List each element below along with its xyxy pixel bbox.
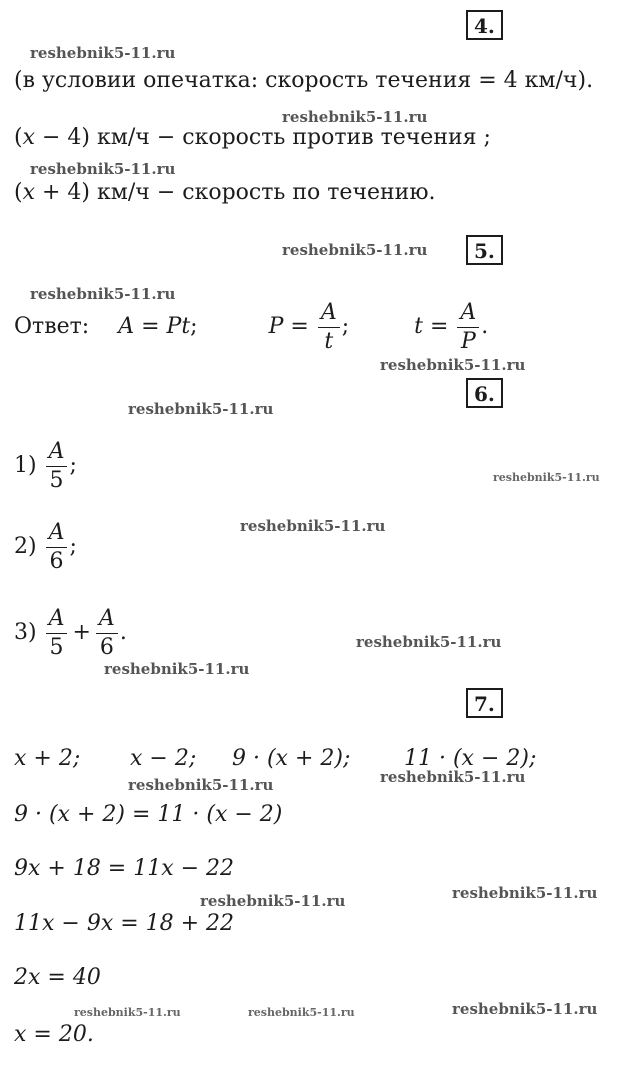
problem-4-downstream-speed [14,180,436,206]
answer-label: Ответ: [14,314,90,339]
watermark: reshebnik5-11.ru [380,356,526,374]
problem-4-note: (в условии опечатка: скорость течения = 4 км/ч). [14,68,594,93]
fraction [96,605,118,662]
problem-4-number: 4. [466,10,503,40]
formula-time-left: t = [414,314,449,339]
problem-7-step-2: 9x + 18 = 11x − 22 [14,856,235,881]
problem-5-number: 5. [466,235,503,265]
numerator: A [46,519,68,548]
denominator: t [324,328,334,354]
problem-7-step-5: x = 20. [14,1022,94,1047]
separator: ; [69,534,77,559]
denominator: P [460,328,476,354]
formula-power-left: P = [268,314,309,339]
separator: ; [69,453,77,478]
item-label: 2) [14,534,37,559]
numerator: A [96,605,118,634]
problem-7-step-3: 11x − 9x = 18 + 22 [14,911,235,936]
watermark: reshebnik5-11.ru [282,108,428,126]
watermark: reshebnik5-11.ru [200,892,346,910]
problem-6-number: 6. [466,378,503,408]
denominator: 5 [49,467,64,493]
numerator: A [46,605,68,634]
numerator: A [457,299,479,328]
item-label: 3) [14,620,37,645]
watermark: reshebnik5-11.ru [128,776,274,794]
fraction-time [457,299,479,356]
expr-tail: + 4) [35,180,98,205]
formula-work: A = Pt [118,314,191,339]
watermark: reshebnik5-11.ru [74,1006,181,1019]
watermark: reshebnik5-11.ru [248,1006,355,1019]
problem-6-item-2 [14,517,77,577]
description: км/ч − скорость против течения ; [97,125,491,150]
separator: ; [190,314,198,339]
problem-5-answer [14,297,488,357]
paren-open: ( [14,180,23,205]
separator: ; [341,314,350,339]
watermark: reshebnik5-11.ru [452,1000,598,1018]
fraction-power [318,299,340,356]
watermark: reshebnik5-11.ru [493,471,600,484]
problem-7-expr-3: 9 · (x + 2); [232,746,351,771]
watermark: reshebnik5-11.ru [282,241,428,259]
problem-7-number: 7. [466,688,503,718]
problem-4-upstream-speed [14,125,491,151]
separator: . [481,314,489,339]
problem-6-item-1 [14,436,77,496]
problem-7-expr-1: x + 2; [14,746,81,771]
denominator: 6 [49,548,64,574]
problem-7-expr-2: x − 2; [130,746,197,771]
expr-tail: − 4) [35,125,98,150]
separator: . [119,620,127,645]
fraction [46,438,68,495]
variable-x: x [22,180,36,205]
watermark: reshebnik5-11.ru [30,44,176,62]
watermark: reshebnik5-11.ru [30,285,176,303]
problem-7-expr-4: 11 · (x − 2); [404,746,537,771]
numerator: A [46,438,68,467]
description: км/ч − скорость по течению. [97,180,436,205]
plus-sign: + [72,620,91,645]
problem-7-step-4: 2x = 40 [14,965,101,990]
problem-7-step-1: 9 · (x + 2) = 11 · (x − 2) [14,802,283,827]
watermark: reshebnik5-11.ru [356,633,502,651]
numerator: A [318,299,340,328]
denominator: 6 [99,634,114,660]
watermark: reshebnik5-11.ru [380,768,526,786]
watermark: reshebnik5-11.ru [30,160,176,178]
fraction [46,519,68,576]
item-label: 1) [14,453,37,478]
denominator: 5 [49,634,64,660]
watermark: reshebnik5-11.ru [240,517,386,535]
fraction [46,605,68,662]
watermark: reshebnik5-11.ru [452,884,598,902]
watermark: reshebnik5-11.ru [128,400,274,418]
variable-x: x [22,125,36,150]
watermark: reshebnik5-11.ru [104,660,250,678]
paren-open: ( [14,125,23,150]
problem-6-item-3 [14,603,127,663]
